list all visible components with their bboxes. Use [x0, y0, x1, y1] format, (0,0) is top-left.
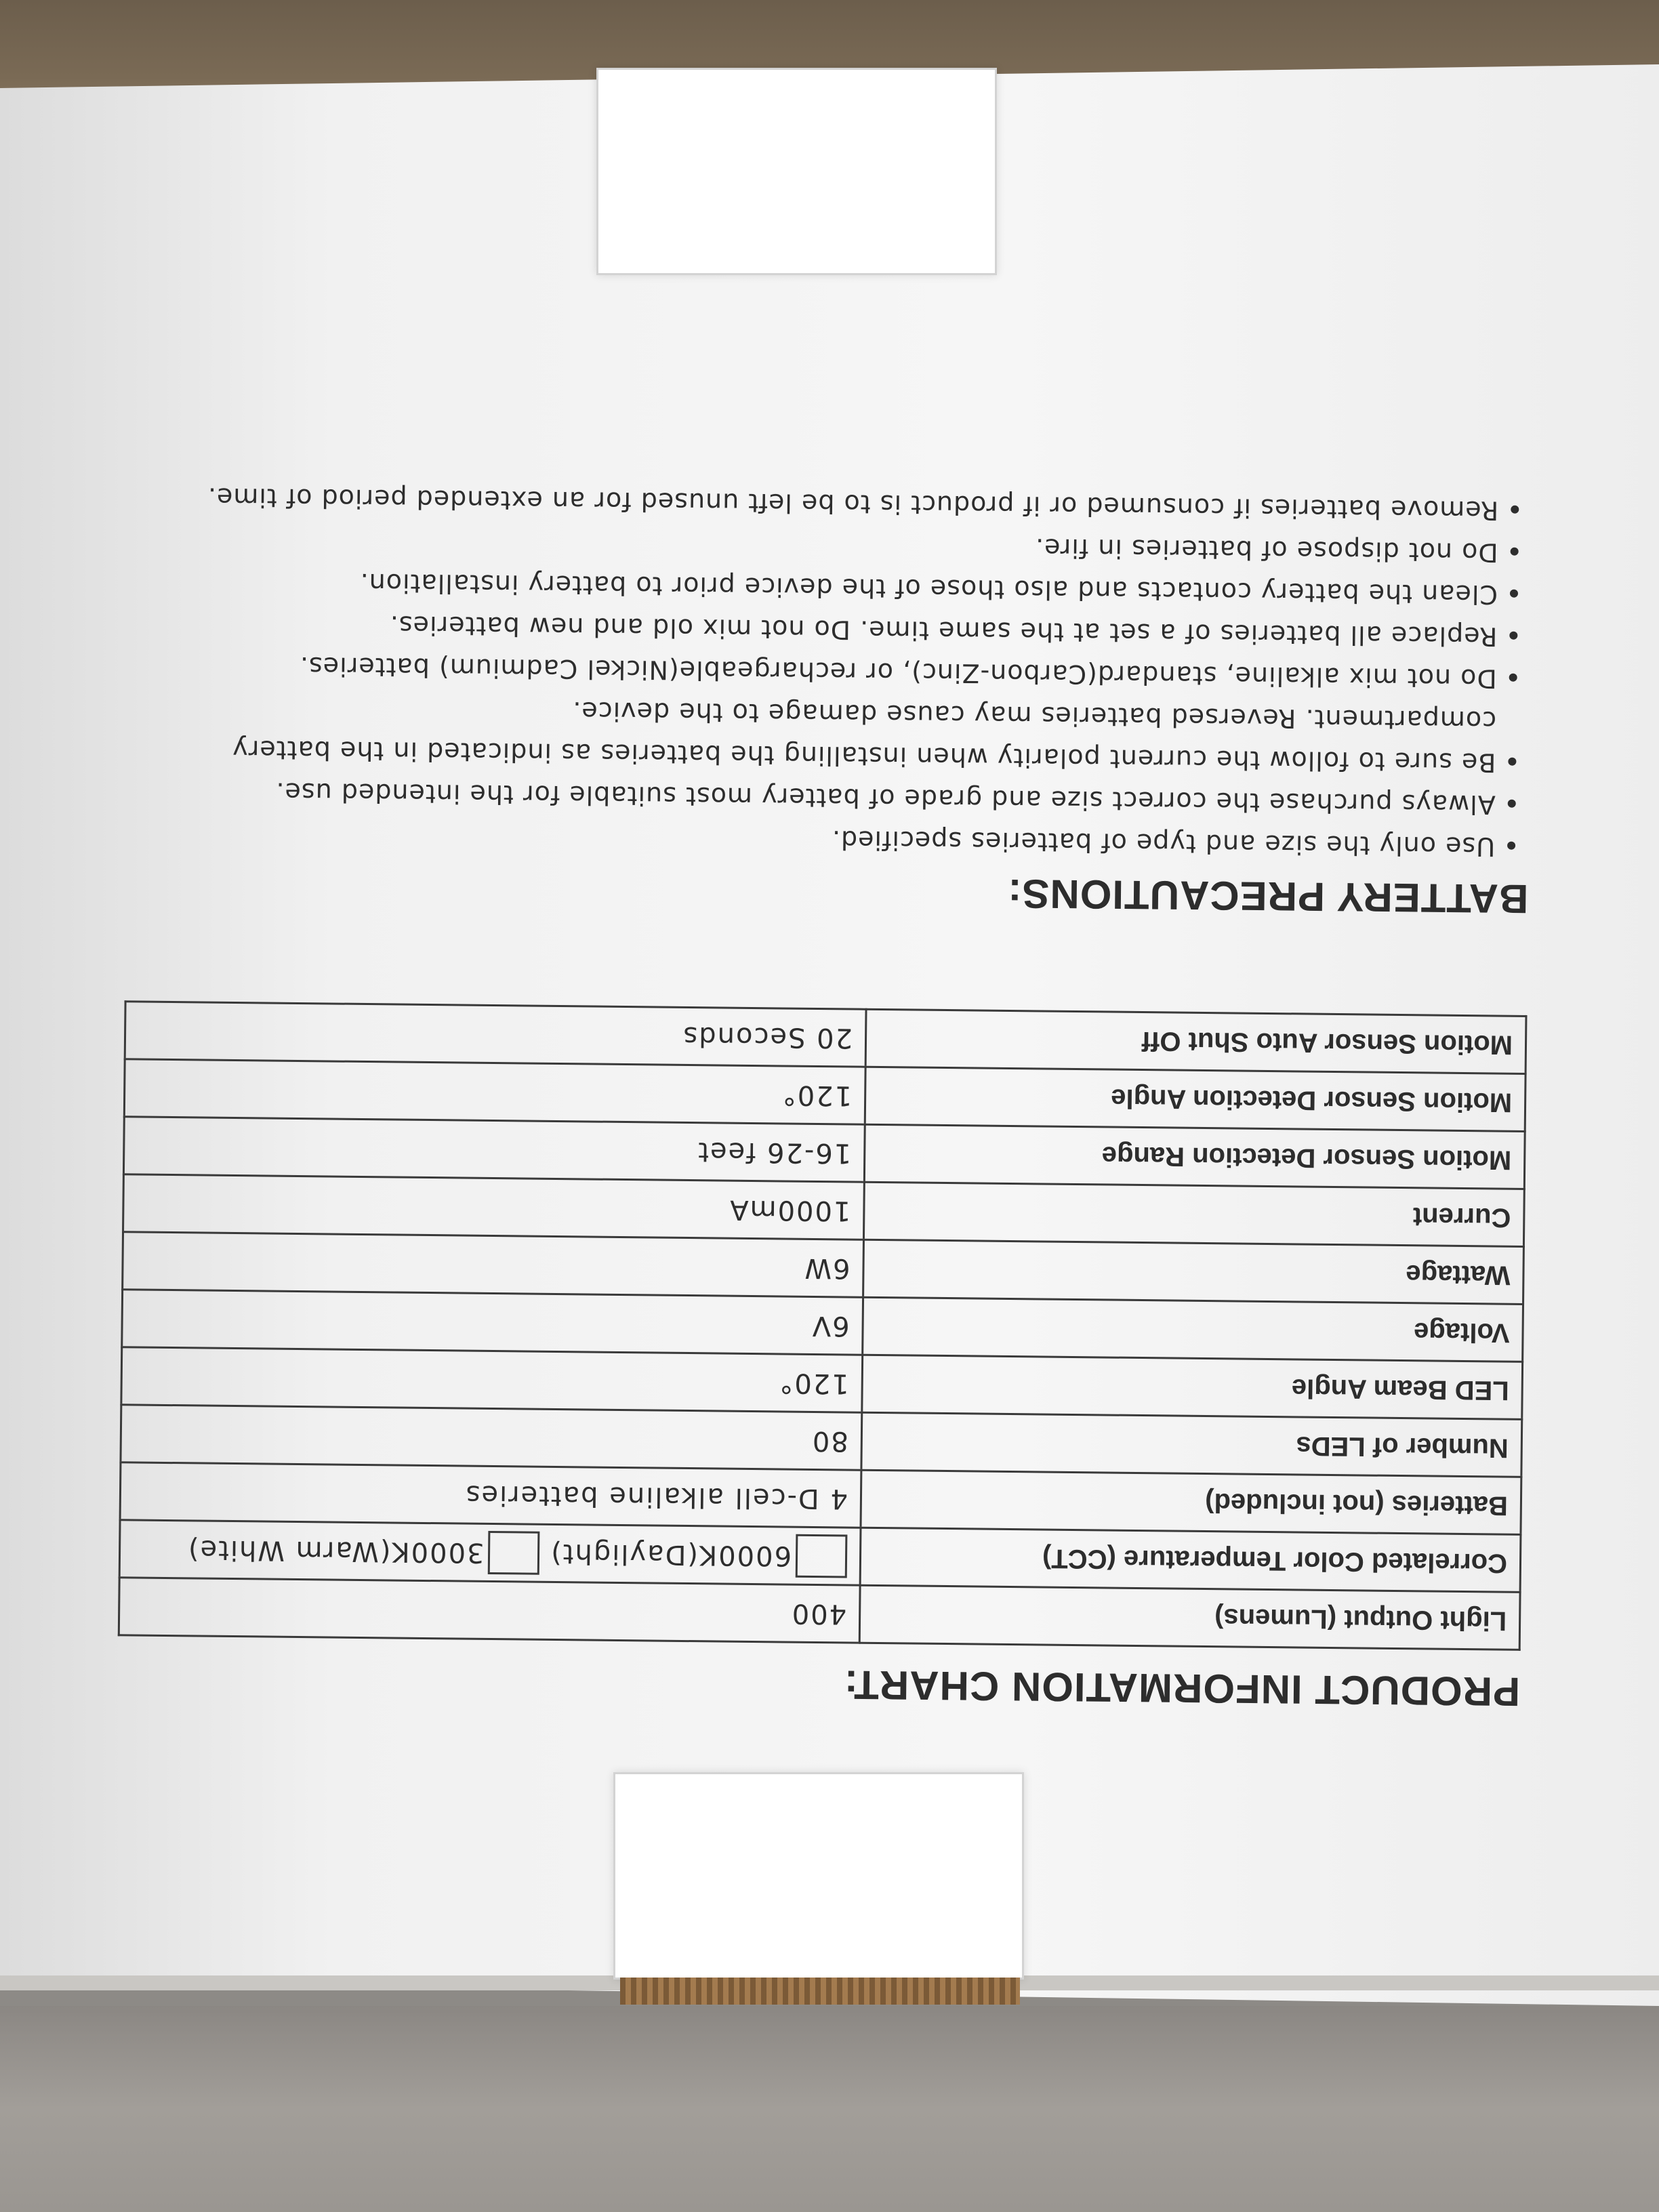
- list-item: • Replace all batteries of a set at the same time. Do not mix old and new batteries.: [87, 601, 1498, 658]
- row-label: Motion Sensor Detection Angle: [865, 1067, 1525, 1131]
- cct-option-daylight: 6000K(Daylight): [549, 1537, 792, 1572]
- checkbox-daylight: [796, 1534, 848, 1578]
- row-label: Motion Sensor Auto Shut Off: [865, 1009, 1526, 1073]
- row-label: Motion Sensor Detection Range: [864, 1124, 1525, 1189]
- list-item: • Remove batteries if consumed or if product is to be left unused for an extended period of time.: [89, 475, 1499, 532]
- row-value: 80: [121, 1405, 862, 1470]
- box-bottom-tab: [613, 1772, 1024, 1980]
- row-value: 6W: [123, 1232, 864, 1297]
- row-value: 400: [119, 1578, 860, 1643]
- list-item: • Be sure to follow the current polarity when installing the batteries as indicated in the battery compartment. Reversed batteries may cause damage to the device.: [86, 685, 1496, 784]
- list-item: • Use only the size and type of batteries specified.: [85, 811, 1496, 868]
- precautions-list: [85, 475, 1547, 868]
- row-value: 120°: [121, 1347, 863, 1412]
- row-label: Current: [863, 1182, 1524, 1246]
- row-label: Correlated Color Temperature (CCT): [860, 1528, 1521, 1592]
- floor-foreground: [0, 2006, 1659, 2212]
- box-top-tab: [596, 68, 997, 275]
- row-value: 20 Seconds: [125, 1002, 866, 1067]
- row-label: LED Beam Angle: [862, 1355, 1523, 1419]
- battery-precautions-title: BATTERY PRECAUTIONS:: [1007, 870, 1529, 922]
- row-value: 120°: [124, 1059, 865, 1124]
- row-label: Wattage: [863, 1240, 1524, 1304]
- list-item: • Do not dispose of batteries in fire.: [88, 517, 1498, 574]
- row-label: Light Output (Lumens): [859, 1585, 1520, 1650]
- row-value: 16-26 feet: [123, 1117, 865, 1182]
- list-item: • Always purchase the correct size and grade of battery most suitable for the intended use.: [86, 769, 1496, 826]
- row-value: 4 D-cell alkaline batteries: [120, 1462, 861, 1528]
- row-label: Number of LEDs: [861, 1412, 1522, 1477]
- printed-label: [90, 482, 1543, 1715]
- row-label: Voltage: [863, 1297, 1523, 1361]
- product-chart-title: PRODUCT INFORMATION CHART:: [843, 1662, 1521, 1715]
- list-item: • Clean the battery contacts and also those of the device prior to battery installation.: [88, 559, 1498, 616]
- row-label: Batteries (not included): [861, 1470, 1521, 1534]
- row-value-cct: [119, 1520, 861, 1585]
- cct-option-warm-white: 3000K(Warm White): [186, 1534, 485, 1568]
- checkbox-warm-white: [488, 1531, 540, 1575]
- row-value: 1000mA: [123, 1174, 865, 1240]
- corrugated-edge: [620, 1978, 1020, 2005]
- row-value: 6V: [122, 1290, 863, 1355]
- product-info-table: [118, 1000, 1528, 1651]
- list-item: • Do not mix alkaline, standard(Carbon-Zinc), or rechargeable(Nickel Cadmium) batteries.: [87, 643, 1497, 700]
